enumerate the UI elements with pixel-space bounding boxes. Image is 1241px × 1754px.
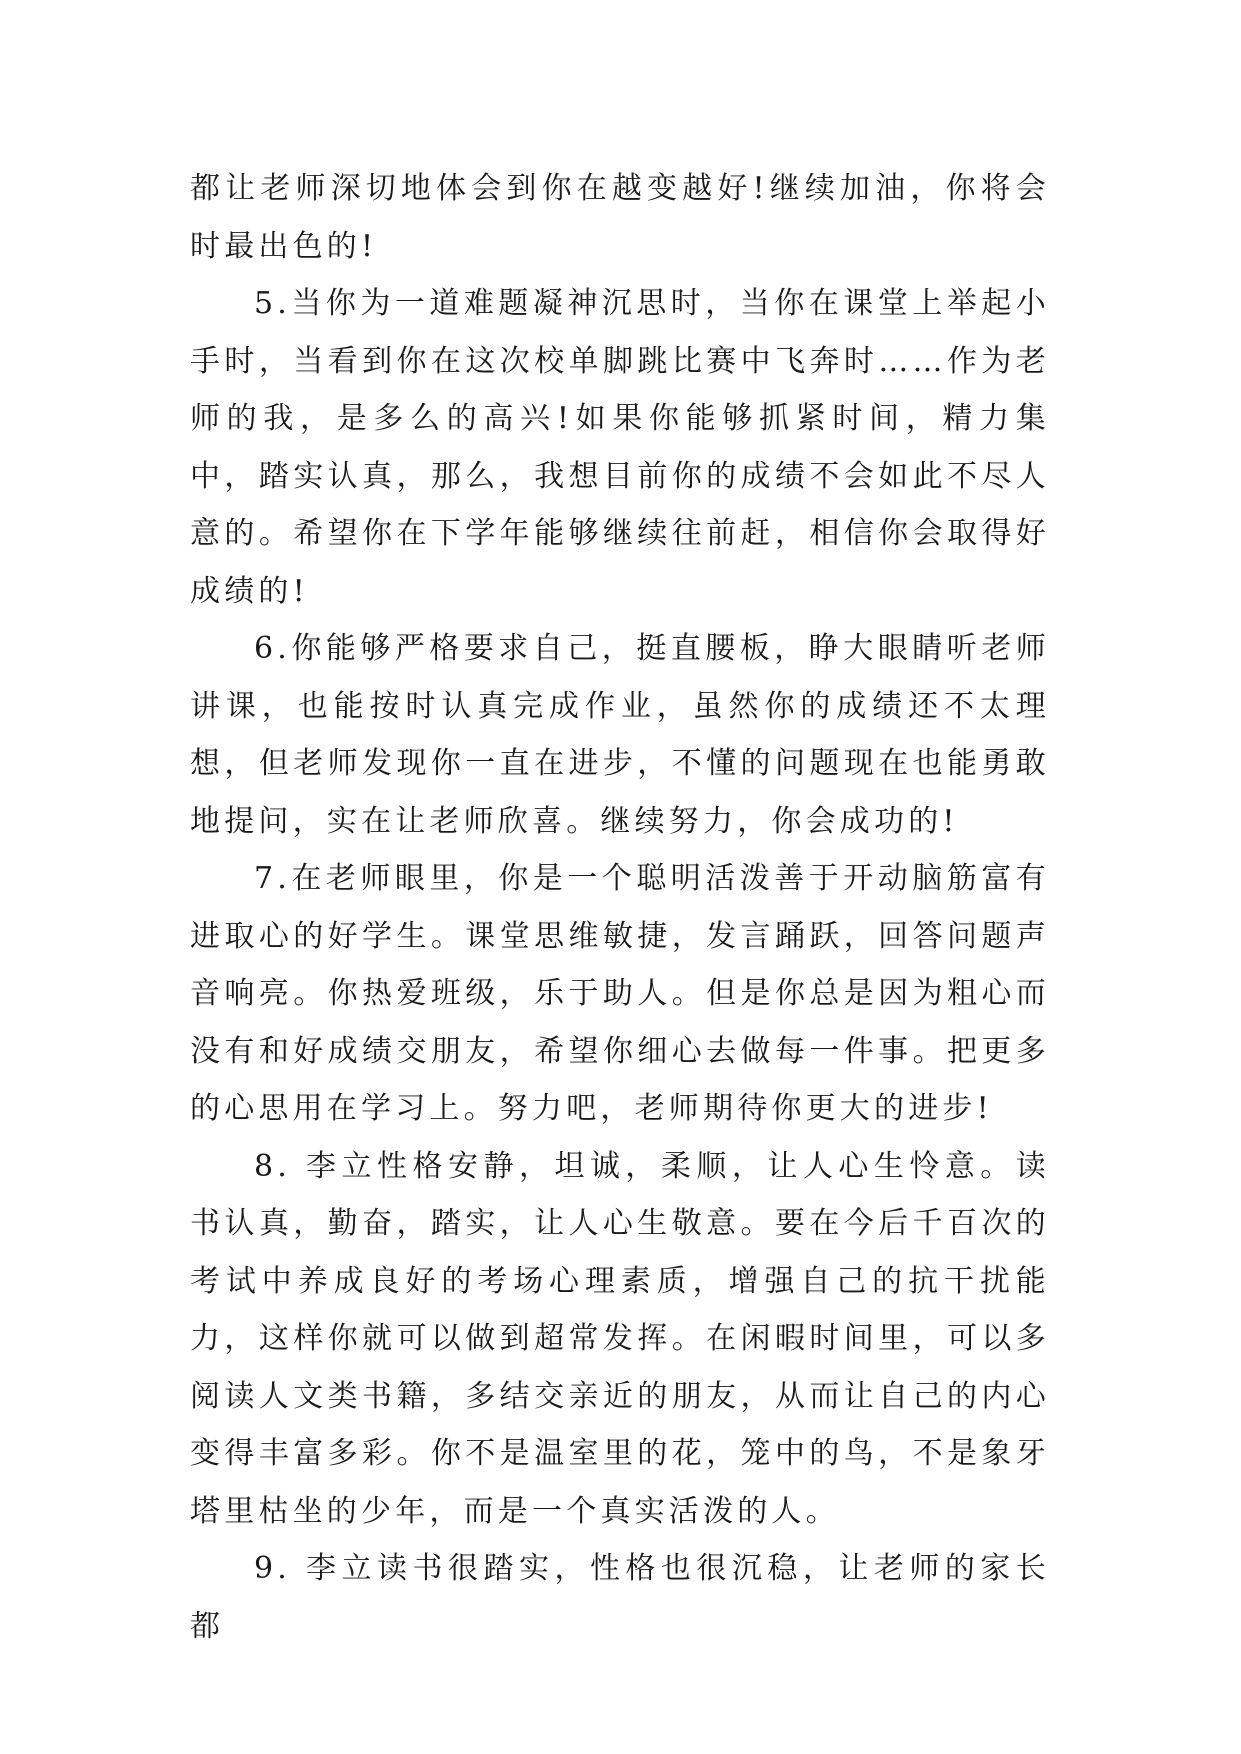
paragraph-5: 5.当你为一道难题凝神沉思时，当你在课堂上举起小手时，当看到你在这次校单脚跳比赛中飞奔时……作为老师的我，是多么的高兴!如果你能够抓紧时间，精力集中，踏实认真，那么，我想目前你的成绩不会如此不尽人意的。希望你在下学年能够继续往前赶，相信你会取得好成绩的! bbox=[190, 286, 1050, 609]
paragraph-continued: 都让老师深切地体会到你在越变越好!继续加油，你将会时最出色的! bbox=[190, 171, 1050, 264]
document-body bbox=[190, 160, 1050, 1655]
paragraph-6: 6.你能够严格要求自己，挺直腰板，睁大眼睛听老师讲课，也能按时认真完成作业，虽然你的成绩还不太理想，但老师发现你一直在进步，不懂的问题现在也能勇敢地提问，实在让老师欣喜。继续努力，你会成功的! bbox=[190, 631, 1050, 839]
paragraph-8: 8. 李立性格安静，坦诚，柔顺，让人心生怜意。读书认真，勤奋，踏实，让人心生敬意。要在今后千百次的考试中养成良好的考场心理素质，增强自己的抗干扰能力，这样你就可以做到超常发挥。在闲暇时间里，可以多阅读人文类书籍，多结交亲近的朋友，从而让自己的内心变得丰富多彩。你不是温室里的花，笼中的鸟，不是象牙塔里枯坐的少年，而是一个真实活泼的人。 bbox=[190, 1148, 1050, 1529]
paragraph-7: 7.在老师眼里，你是一个聪明活泼善于开动脑筋富有进取心的好学生。课堂思维敏捷，发言踊跃，回答问题声音响亮。你热爱班级，乐于助人。但是你总是因为粗心而没有和好成绩交朋友，希望你细心去做每一件事。把更多的心思用在学习上。努力吧，老师期待你更大的进步! bbox=[190, 861, 1050, 1126]
paragraph-9: 9. 李立读书很踏实，性格也很沉稳，让老师的家长都 bbox=[190, 1551, 1050, 1644]
